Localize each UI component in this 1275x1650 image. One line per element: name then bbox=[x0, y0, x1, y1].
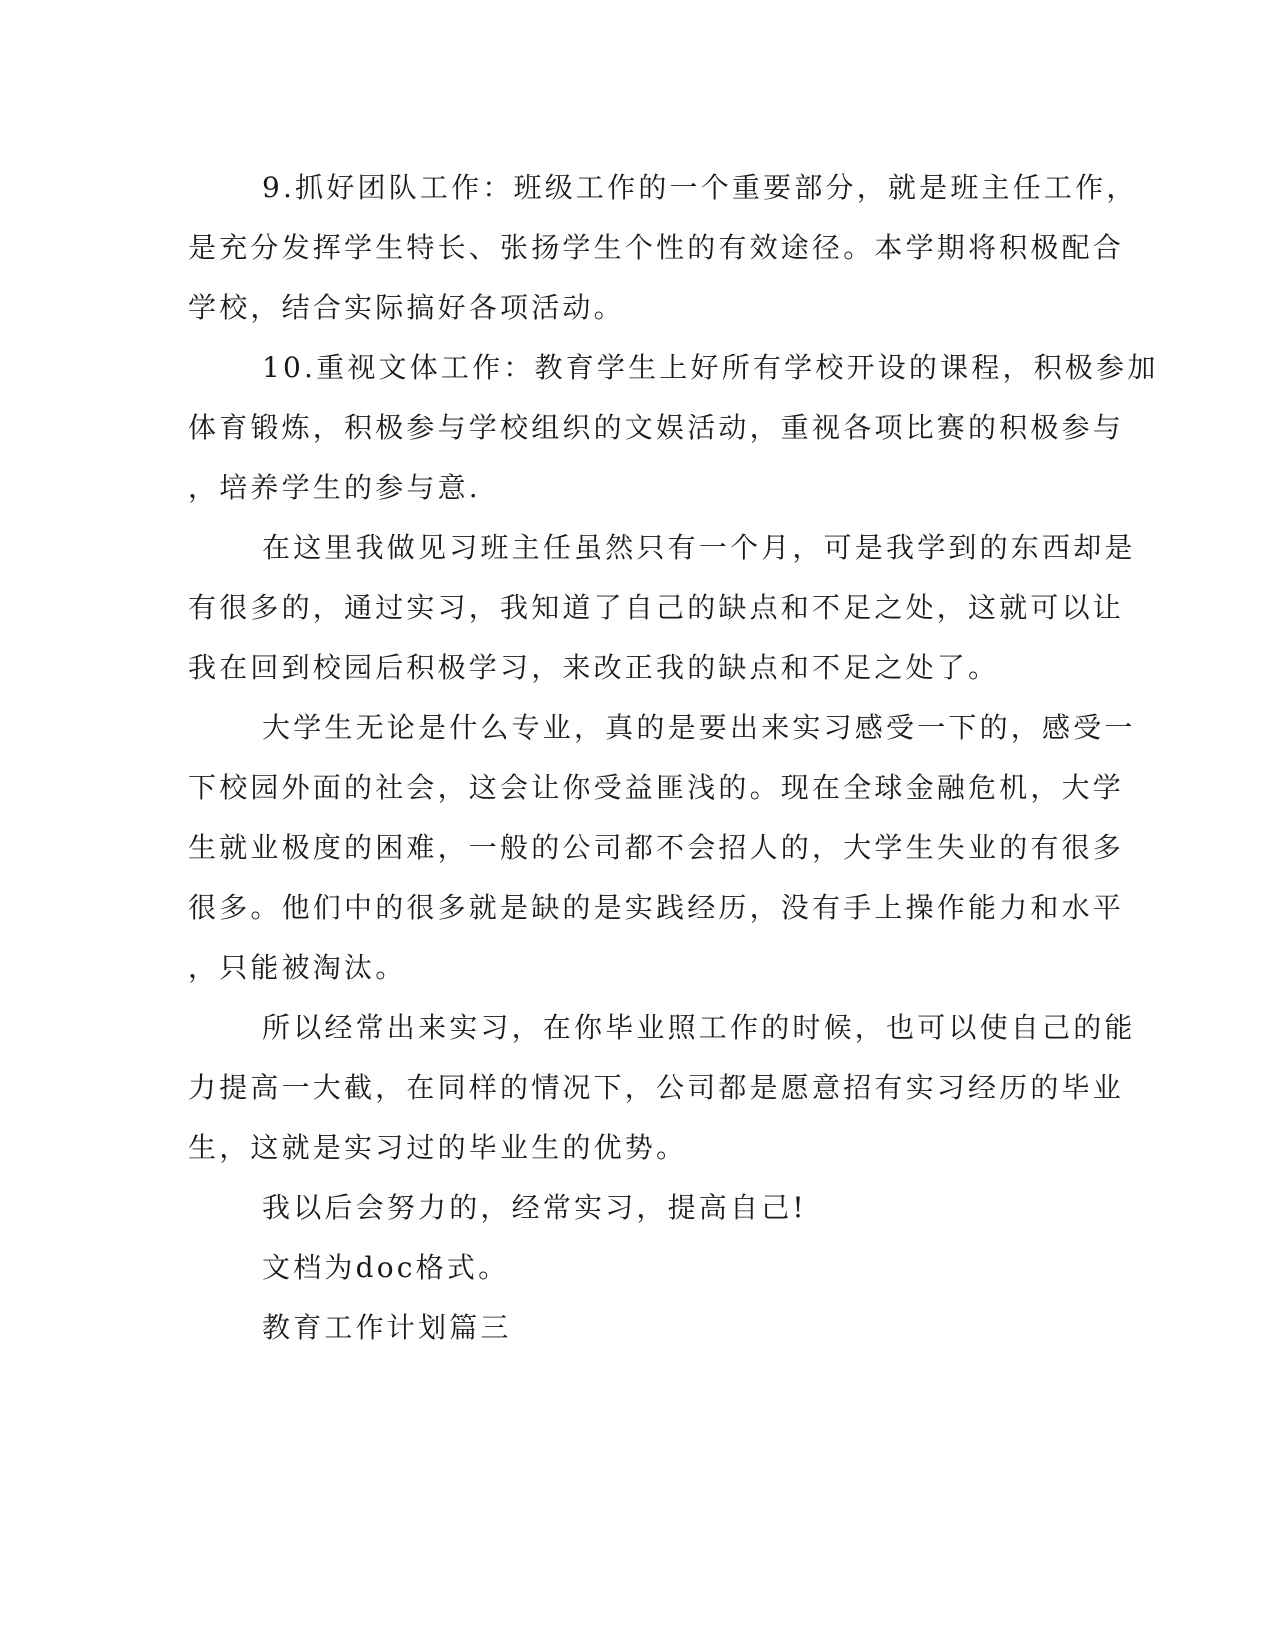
text-line: 文档为doc格式。 bbox=[262, 1251, 510, 1284]
text-line: 下校园外面的社会，这会让你受益匪浅的。现在全球金融危机，大学 bbox=[188, 771, 1125, 804]
paragraph-item-9 bbox=[188, 158, 1138, 338]
paragraph-item-10 bbox=[188, 338, 1159, 518]
text-line: 9.抓好团队工作：班级工作的一个重要部分，就是班主任工作， bbox=[262, 171, 1138, 204]
text-line: 力提高一大截，在同样的情况下，公司都是愿意招有实习经历的毕业 bbox=[188, 1071, 1125, 1104]
text-line: 所以经常出来实习，在你毕业照工作的时候，也可以使自己的能 bbox=[262, 1011, 1136, 1044]
text-line: 是充分发挥学生特长、张扬学生个性的有效途径。本学期将积极配合 bbox=[188, 231, 1125, 264]
paragraph-reflection-2 bbox=[188, 698, 1136, 998]
paragraph-closing bbox=[188, 1178, 1078, 1238]
text-line: 很多。他们中的很多就是缺的是实践经历，没有手上操作能力和水平 bbox=[188, 891, 1125, 924]
text-line: 大学生无论是什么专业，真的是要出来实习感受一下的，感受一 bbox=[262, 711, 1136, 744]
text-line: ，只能被淘汰。 bbox=[188, 951, 407, 984]
text-line: 体育锻炼，积极参与学校组织的文娱活动，重视各项比赛的积极参与 bbox=[188, 411, 1125, 444]
document-body bbox=[188, 158, 1159, 1358]
text-line: 我在回到校园后积极学习，来改正我的缺点和不足之处了。 bbox=[188, 651, 1000, 684]
text-line: 教育工作计划篇三 bbox=[262, 1311, 512, 1344]
text-line: 在这里我做见习班主任虽然只有一个月，可是我学到的东西却是 bbox=[262, 531, 1136, 564]
paragraph-reflection-3 bbox=[188, 998, 1136, 1178]
text-line: 有很多的，通过实习，我知道了自己的缺点和不足之处，这就可以让 bbox=[188, 591, 1125, 624]
text-line: ，培养学生的参与意. bbox=[188, 471, 481, 504]
text-line: 生就业极度的困难，一般的公司都不会招人的，大学生失业的有很多 bbox=[188, 831, 1125, 864]
text-line: 10.重视文体工作：教育学生上好所有学校开设的课程，积极参加 bbox=[262, 351, 1159, 384]
paragraph-format-note bbox=[188, 1238, 1078, 1298]
paragraph-reflection-1 bbox=[188, 518, 1136, 698]
section-heading bbox=[188, 1298, 1078, 1358]
text-line: 生，这就是实习过的毕业生的优势。 bbox=[188, 1131, 688, 1164]
text-line: 我以后会努力的，经常实习，提高自己! bbox=[262, 1191, 807, 1224]
text-line: 学校，结合实际搞好各项活动。 bbox=[188, 291, 625, 324]
